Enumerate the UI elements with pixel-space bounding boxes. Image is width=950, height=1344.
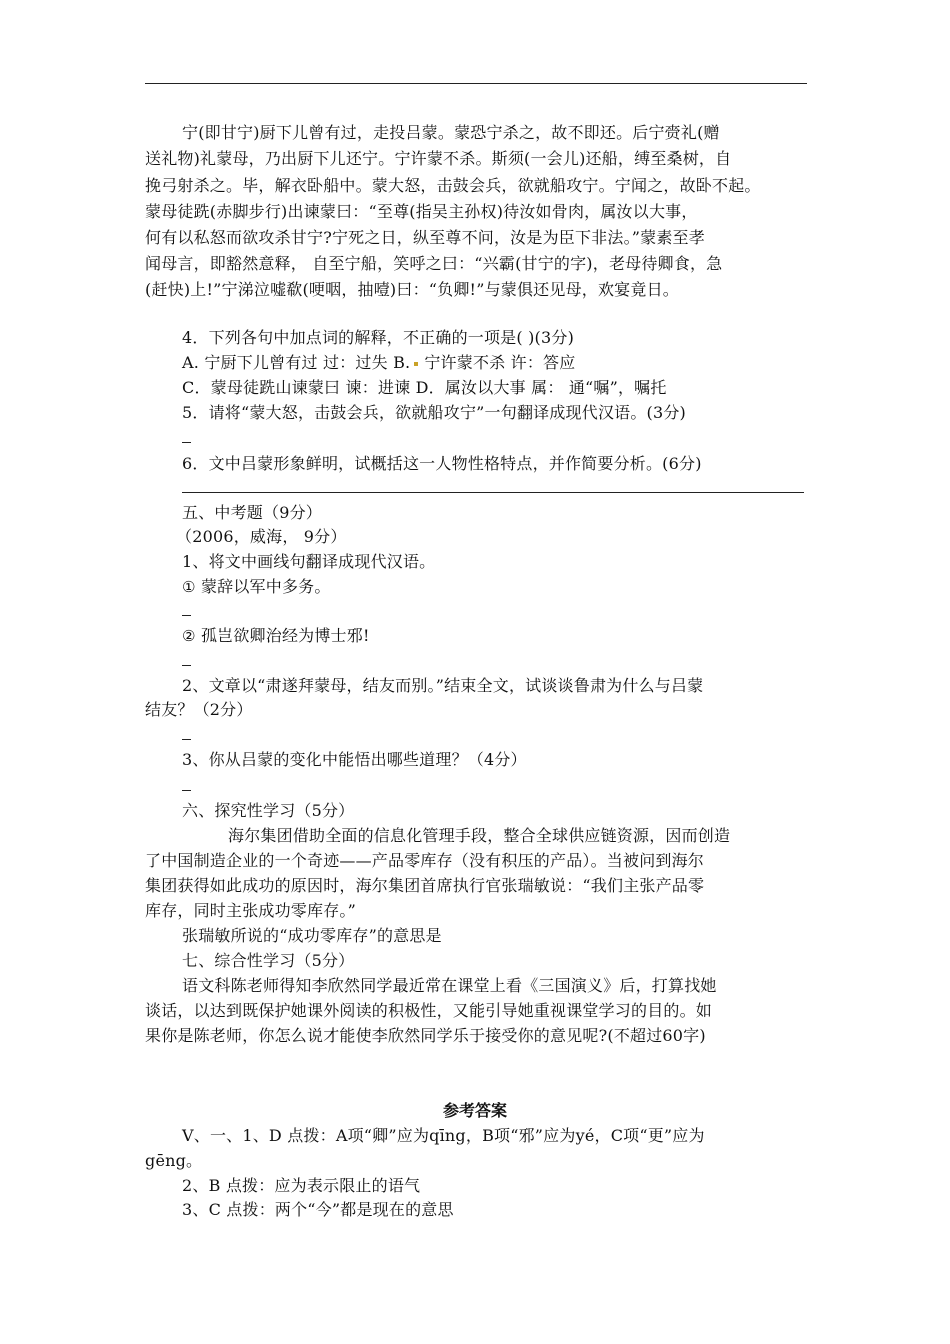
section-6-title: 六、探究性学习（5分） xyxy=(182,801,355,820)
question-6: 6．文中吕蒙形象鲜明，试概括这一人物性格特点，并作简要分析。(6分) xyxy=(182,454,702,473)
passage-line: (赶快)上!”宁涕泣嘘欷(哽咽，抽噎)曰：“负卿!”与蒙俱还见母，欢宴竟日。 xyxy=(145,280,679,299)
circled-number-1: ① xyxy=(182,578,196,596)
question-5: 5．请将“蒙大怒，击鼓会兵，欲就船攻宁”一句翻译成现代汉语。(3分) xyxy=(182,403,687,422)
passage-line: 送礼物)礼蒙母，乃出厨下儿还宁。宁许蒙不杀。斯须(一会儿)还船，缚至桑树，自 xyxy=(145,149,732,168)
sentence-2 xyxy=(182,623,862,649)
section-6-text: 集团获得如此成功的原因时，海尔集团首席执行官张瑞敏说：“我们主张产品零 xyxy=(145,876,705,895)
section-divider xyxy=(182,492,804,493)
section-6-text: 库存，同时主张成功零库存。” xyxy=(145,901,356,920)
page-top-rule xyxy=(145,83,807,84)
section-5-q2: 2、文章以“肃遂拜蒙母，结友而别。”结束全文，试谈谈鲁肃为什么与吕蒙 xyxy=(182,676,704,695)
question-4-options-cd: C．蒙母徒跣山谏蒙曰 谏：进谏 D．属汝以大事 属： 通“嘱”，嘱托 xyxy=(182,378,667,397)
option-b: 宁许蒙不杀 许：答应 xyxy=(424,353,576,372)
section-5-title: 五、中考题（9分） xyxy=(182,503,322,522)
answer-line: gēng。 xyxy=(145,1151,203,1170)
circled-number-2: ② xyxy=(182,627,196,645)
passage-line: 何有以私怒而欲攻杀甘宁?宁死之日，纵至尊不问，汝是为臣下非法。”蒙素至孝 xyxy=(145,228,705,247)
section-5-q3: 3、你从吕蒙的变化中能悟出哪些道理？（4分） xyxy=(182,750,527,769)
answer-blank xyxy=(182,442,191,443)
answer-line: 2、B 点拨：应为表示限止的语气 xyxy=(182,1176,421,1195)
section-5-q2-cont: 结友？（2分） xyxy=(145,700,253,719)
option-a: A. 宁厨下儿曾有过 过：过失 B. xyxy=(182,353,411,372)
section-7-text: 语文科陈老师得知李欣然同学最近常在课堂上看《三国演义》后，打算找她 xyxy=(182,976,717,995)
passage-line: 闻母言，即豁然意释， 自至宁船，笑呼之曰：“兴霸(甘宁的字)，老母待卿食，急 xyxy=(145,254,723,273)
sentence-2-text: 孤岂欲卿治经为博士邪! xyxy=(200,626,370,645)
answer-blank xyxy=(182,665,191,666)
question-4-options-ab xyxy=(182,350,862,376)
passage-line: 挽弓射杀之。毕，解衣卧船中。蒙大怒，击鼓会兵，欲就船攻宁。宁闻之，故卧不起。 xyxy=(145,176,761,195)
section-7-text: 谈话，以达到既保护她课外阅读的积极性，又能引导她重视课堂学习的目的。如 xyxy=(145,1001,713,1020)
emphasis-dot-icon xyxy=(414,362,418,366)
sentence-1 xyxy=(182,574,862,600)
answer-line: Ⅴ、一、1、D 点拨：A项“卿”应为qīng，B项“邪”应为yé，C项“更”应为 xyxy=(182,1126,705,1145)
section-6-question: 张瑞敏所说的“成功零库存”的意思是 xyxy=(182,926,442,945)
answer-blank xyxy=(182,615,191,616)
answers-title: 参考答案 xyxy=(442,1101,507,1120)
section-5-source: （2006，威海， 9分） xyxy=(176,527,347,546)
sentence-1-text: 蒙辞以军中多务。 xyxy=(200,577,331,596)
passage-line: 蒙母徒跣(赤脚步行)出谏蒙曰：“至尊(指吴主孙权)待汝如骨肉，属汝以大事， xyxy=(145,202,698,221)
answer-blank xyxy=(182,739,191,740)
section-6-text: 了中国制造企业的一个奇迹——产品零库存（没有积压的产品）。当被问到海尔 xyxy=(145,851,705,870)
answer-blank xyxy=(182,790,191,791)
section-5-q1: 1、将文中画线句翻译成现代汉语。 xyxy=(182,552,436,571)
passage-line: 宁(即甘宁)厨下儿曾有过，走投吕蒙。蒙恐宁杀之，故不即还。后宁赍礼(赠 xyxy=(182,123,720,142)
section-6-text: 海尔集团借助全面的信息化管理手段，整合全球供应链资源，因而创造 xyxy=(228,826,731,845)
answer-line: 3、C 点拨：两个“今”都是现在的意思 xyxy=(182,1200,454,1219)
question-4-stem: 4．下列各句中加点词的解释，不正确的一项是( )(3分) xyxy=(182,328,575,347)
section-7-text: 果你是陈老师，你怎么说才能使李欣然同学乐于接受你的意见呢?(不超过60字) xyxy=(145,1026,706,1045)
section-7-title: 七、综合性学习（5分） xyxy=(182,951,355,970)
